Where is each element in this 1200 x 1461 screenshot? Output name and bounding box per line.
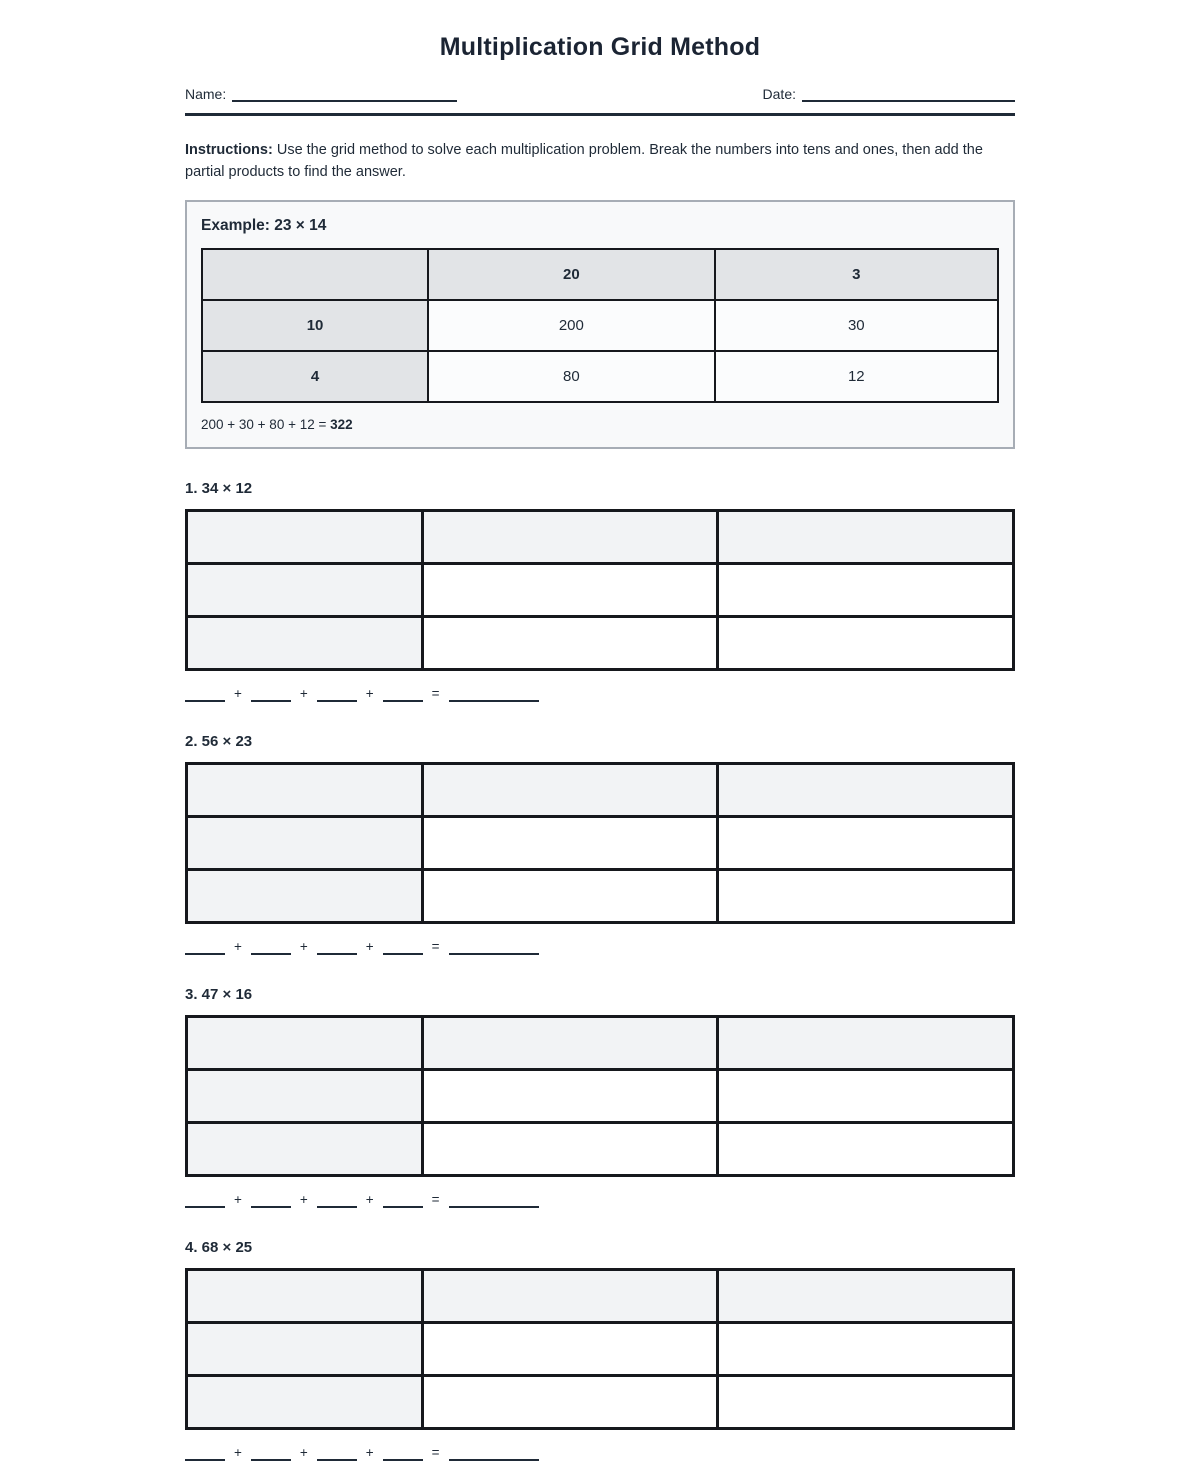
answer-total-blank[interactable] bbox=[449, 1446, 539, 1461]
header-divider bbox=[185, 113, 1015, 116]
example-col-header: 20 bbox=[428, 249, 715, 300]
grid-corner-cell[interactable] bbox=[187, 763, 423, 816]
grid-row-header-cell[interactable] bbox=[187, 563, 423, 616]
answer-blank[interactable] bbox=[185, 1193, 225, 1208]
example-box bbox=[185, 200, 1015, 449]
grid-product-cell[interactable] bbox=[422, 563, 717, 616]
example-grid-table bbox=[201, 248, 999, 403]
example-product-cell: 80 bbox=[428, 351, 715, 402]
grid-corner-cell[interactable] bbox=[187, 510, 423, 563]
grid-col-header-cell[interactable] bbox=[717, 1269, 1013, 1322]
grid-row-header-cell[interactable] bbox=[187, 1375, 423, 1428]
problem-section-3 bbox=[185, 986, 1015, 1208]
grid-product-cell[interactable] bbox=[717, 816, 1013, 869]
plus-sign: + bbox=[299, 1191, 308, 1207]
instructions-body: Use the grid method to solve each multiplication problem. Break the numbers into tens and ones, then add the partial products to find the answer. bbox=[185, 142, 983, 180]
plus-sign: + bbox=[365, 685, 374, 701]
example-product-cell: 200 bbox=[428, 300, 715, 351]
worksheet-page bbox=[185, 0, 1015, 1461]
example-row-header: 4 bbox=[202, 351, 428, 402]
grid-product-cell[interactable] bbox=[422, 1375, 717, 1428]
grid-row-header-cell[interactable] bbox=[187, 616, 423, 669]
answer-total-blank[interactable] bbox=[449, 940, 539, 955]
problem-grid-table bbox=[185, 1015, 1015, 1177]
problem-section-4 bbox=[185, 1239, 1015, 1461]
answer-blank[interactable] bbox=[383, 1446, 423, 1461]
answer-blank[interactable] bbox=[251, 1193, 291, 1208]
grid-product-cell[interactable] bbox=[717, 1069, 1013, 1122]
answer-blank[interactable] bbox=[185, 1446, 225, 1461]
grid-product-cell[interactable] bbox=[717, 1322, 1013, 1375]
example-col-header: 3 bbox=[715, 249, 998, 300]
example-row-header: 10 bbox=[202, 300, 428, 351]
date-label: Date: bbox=[762, 86, 796, 102]
grid-col-header-cell[interactable] bbox=[422, 763, 717, 816]
problem-grid-table bbox=[185, 1268, 1015, 1430]
plus-sign: + bbox=[234, 938, 242, 954]
grid-product-cell[interactable] bbox=[717, 1375, 1013, 1428]
plus-sign: + bbox=[234, 1191, 242, 1207]
answer-total-blank[interactable] bbox=[449, 1193, 539, 1208]
grid-row-header-cell[interactable] bbox=[187, 1122, 423, 1175]
grid-col-header-cell[interactable] bbox=[717, 1016, 1013, 1069]
answer-blank[interactable] bbox=[383, 687, 423, 702]
date-input-line[interactable] bbox=[802, 86, 1015, 102]
grid-product-cell[interactable] bbox=[422, 616, 717, 669]
answer-blank[interactable] bbox=[185, 687, 225, 702]
grid-product-cell[interactable] bbox=[422, 1122, 717, 1175]
example-title: Example: 23 × 14 bbox=[201, 216, 327, 234]
answer-total-blank[interactable] bbox=[449, 687, 539, 702]
example-sum-prefix: 200 + 30 + 80 + 12 = bbox=[201, 416, 331, 432]
answer-blank[interactable] bbox=[185, 940, 225, 955]
grid-product-cell[interactable] bbox=[422, 869, 717, 922]
name-date-row bbox=[185, 86, 1015, 102]
answer-line bbox=[185, 1443, 1015, 1461]
date-field bbox=[763, 86, 1015, 102]
answer-line bbox=[185, 937, 1015, 955]
plus-sign: + bbox=[365, 938, 374, 954]
grid-product-cell[interactable] bbox=[717, 616, 1013, 669]
answer-blank[interactable] bbox=[317, 687, 357, 702]
plus-sign: + bbox=[234, 1444, 242, 1460]
equals-sign: = bbox=[431, 1191, 440, 1207]
plus-sign: + bbox=[365, 1191, 374, 1207]
example-product-cell: 30 bbox=[715, 300, 998, 351]
instructions-label: Instructions: bbox=[185, 142, 273, 158]
problem-title: 2. 56 × 23 bbox=[185, 732, 253, 750]
problem-section-1 bbox=[185, 480, 1015, 702]
example-corner-cell bbox=[202, 249, 428, 300]
problem-grid-table bbox=[185, 762, 1015, 924]
grid-col-header-cell[interactable] bbox=[422, 1269, 717, 1322]
problem-title: 3. 47 × 16 bbox=[185, 985, 253, 1003]
answer-blank[interactable] bbox=[383, 940, 423, 955]
name-field bbox=[185, 86, 457, 102]
grid-col-header-cell[interactable] bbox=[422, 510, 717, 563]
grid-corner-cell[interactable] bbox=[187, 1269, 423, 1322]
grid-product-cell[interactable] bbox=[422, 1069, 717, 1122]
example-sum-result: 322 bbox=[330, 416, 353, 432]
answer-line bbox=[185, 1190, 1015, 1208]
answer-line bbox=[185, 684, 1015, 702]
grid-row-header-cell[interactable] bbox=[187, 1322, 423, 1375]
grid-row-header-cell[interactable] bbox=[187, 869, 423, 922]
answer-blank[interactable] bbox=[251, 687, 291, 702]
answer-blank[interactable] bbox=[317, 1193, 357, 1208]
grid-row-header-cell[interactable] bbox=[187, 1069, 423, 1122]
answer-blank[interactable] bbox=[317, 1446, 357, 1461]
grid-row-header-cell[interactable] bbox=[187, 816, 423, 869]
equals-sign: = bbox=[431, 1444, 440, 1460]
grid-product-cell[interactable] bbox=[717, 869, 1013, 922]
grid-product-cell[interactable] bbox=[717, 563, 1013, 616]
grid-product-cell[interactable] bbox=[422, 816, 717, 869]
problem-grid-table bbox=[185, 509, 1015, 671]
name-label: Name: bbox=[185, 86, 227, 102]
answer-blank[interactable] bbox=[317, 940, 357, 955]
grid-product-cell[interactable] bbox=[717, 1122, 1013, 1175]
grid-product-cell[interactable] bbox=[422, 1322, 717, 1375]
answer-blank[interactable] bbox=[251, 940, 291, 955]
example-product-cell: 12 bbox=[715, 351, 998, 402]
page-title: Multiplication Grid Method bbox=[439, 33, 761, 61]
grid-col-header-cell[interactable] bbox=[422, 1016, 717, 1069]
problem-section-2 bbox=[185, 733, 1015, 955]
grid-col-header-cell[interactable] bbox=[717, 763, 1013, 816]
plus-sign: + bbox=[365, 1444, 374, 1460]
grid-col-header-cell[interactable] bbox=[717, 510, 1013, 563]
equals-sign: = bbox=[431, 938, 440, 954]
example-sum-line bbox=[201, 417, 999, 432]
problem-title: 4. 68 × 25 bbox=[185, 1238, 253, 1256]
plus-sign: + bbox=[299, 685, 308, 701]
plus-sign: + bbox=[234, 685, 242, 701]
problem-title: 1. 34 × 12 bbox=[185, 479, 253, 497]
grid-corner-cell[interactable] bbox=[187, 1016, 423, 1069]
answer-blank[interactable] bbox=[251, 1446, 291, 1461]
plus-sign: + bbox=[299, 1444, 308, 1460]
plus-sign: + bbox=[299, 938, 308, 954]
equals-sign: = bbox=[431, 685, 440, 701]
answer-blank[interactable] bbox=[383, 1193, 423, 1208]
instructions-text bbox=[185, 140, 1015, 184]
name-input-line[interactable] bbox=[232, 86, 457, 102]
